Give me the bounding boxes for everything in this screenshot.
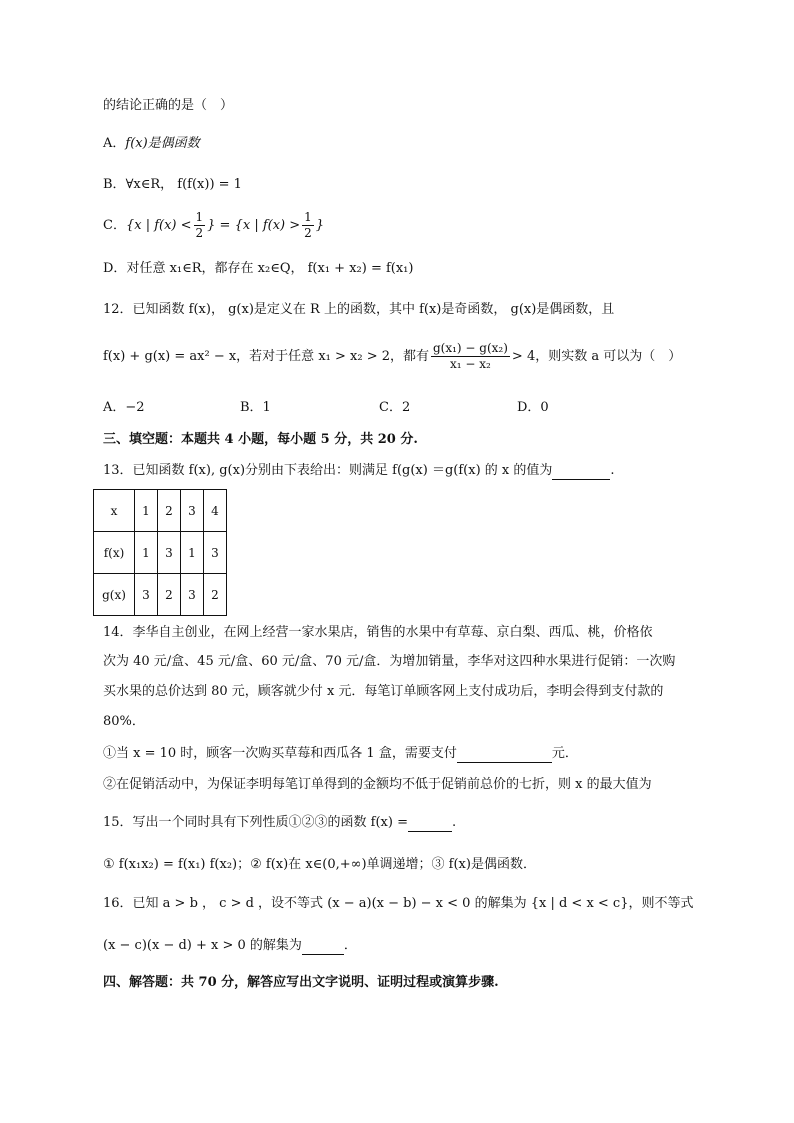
q14-line3: 买水果的总价达到 80 元，顾客就少付 x 元．每笔订单顾客网上支付成功后，李明会得到支付款的: [103, 684, 664, 699]
section3-heading: 三、填空题：本题共 4 小题，每小题 5 分，共 20 分.: [103, 432, 418, 447]
q14-line2: 次为 40 元/盒、45 元/盒、60 元/盒、70 元/盒．为增加销量，李华对这四种水果进行促销：一次购: [103, 654, 676, 669]
q12-option-c: C．2: [379, 400, 411, 415]
table-row: [94, 574, 227, 616]
table-cell: 3: [181, 490, 204, 532]
table-cell: f(x): [94, 532, 135, 574]
table-cell: x: [94, 490, 135, 532]
q16-line2: (x − c)(x − d) + x > 0 的解集为 ．: [103, 938, 357, 953]
q13-function-table: [93, 489, 227, 616]
q11-option-d: D．对任意 x₁∈R，都存在 x₂∈Q， f(x₁ + x₂) = f(x₁): [103, 261, 414, 276]
table-row: [94, 490, 227, 532]
q14-line4: 80%．: [103, 714, 145, 729]
q15-line1: 15．写出一个同时具有下列性质①②③的函数 f(x) = .: [103, 815, 457, 830]
q11-option-b: B．∀x∈R， f(f(x)) = 1: [103, 177, 242, 192]
table-cell: 1: [135, 532, 158, 574]
table-cell: 2: [158, 490, 181, 532]
table-cell: 3: [158, 532, 181, 574]
intro-line: 的结论正确的是（ ）: [103, 98, 234, 113]
table-cell: 4: [204, 490, 227, 532]
q14-sub1: ①当 x = 10 时，顾客一次购买草莓和西瓜各 1 盒，需要支付 元．: [103, 746, 578, 761]
q16-line1: 16．已知 a > b ， c > d ，设不等式 (x − a)(x − b) − x < 0 的解集为 {x | d < x < c}，则不等式: [103, 896, 694, 911]
table-cell: 2: [158, 574, 181, 616]
q11-option-a: A．f(x)是偶函数: [103, 136, 200, 151]
q15-line2: ① f(x₁x₂) = f(x₁) f(x₂)；② f(x)在 x∈(0,+∞)单调递增；③ f(x)是偶函数．: [103, 857, 536, 872]
q12-option-b: B．1: [240, 400, 271, 415]
q12-option-a: A．−2: [103, 400, 145, 415]
q13-text: 13．已知函数 f(x), g(x)分别由下表给出：则满足 f(g(x) ＝g(f(x) 的 x 的值为 .: [103, 463, 615, 478]
section4-heading: 四、解答题：共 70 分，解答应写出文字说明、证明过程或演算步骤.: [103, 975, 499, 990]
q11-option-c: C．{x | f(x) < $\frac{1}{2}$ } = {x | f(x) > $\frac{1}{2}$ }: [103, 210, 325, 240]
q12-line1: 12．已知函数 f(x)， g(x)是定义在 R 上的函数，其中 f(x)是奇函数， g(x)是偶函数，且: [103, 302, 615, 317]
q12-line2: f(x) + g(x) = ax² − x，若对于任意 x₁ > x₂ > 2，都有 $\frac{\text{g(x₁) − g(x₂)}}{\text{x₁ − x₂}}$ > 4，则实数 a 可以为（ ）: [103, 341, 682, 371]
q14-sub2: ②在促销活动中，为保证李明每笔订单得到的金额均不低于促销前总价的七折，则 x 的最大值为: [103, 777, 652, 792]
q12-option-d: D．0: [517, 400, 549, 415]
table-cell: 2: [204, 574, 227, 616]
q14-line1: 14．李华自主创业，在网上经营一家水果店，销售的水果中有草莓、京白梨、西瓜、桃，价格依: [103, 625, 653, 640]
table-cell: 3: [135, 574, 158, 616]
table-cell: 1: [181, 532, 204, 574]
table-cell: 3: [181, 574, 204, 616]
table-cell: 3: [204, 532, 227, 574]
table-cell: 1: [135, 490, 158, 532]
table-cell: g(x): [94, 574, 135, 616]
table-row: [94, 532, 227, 574]
